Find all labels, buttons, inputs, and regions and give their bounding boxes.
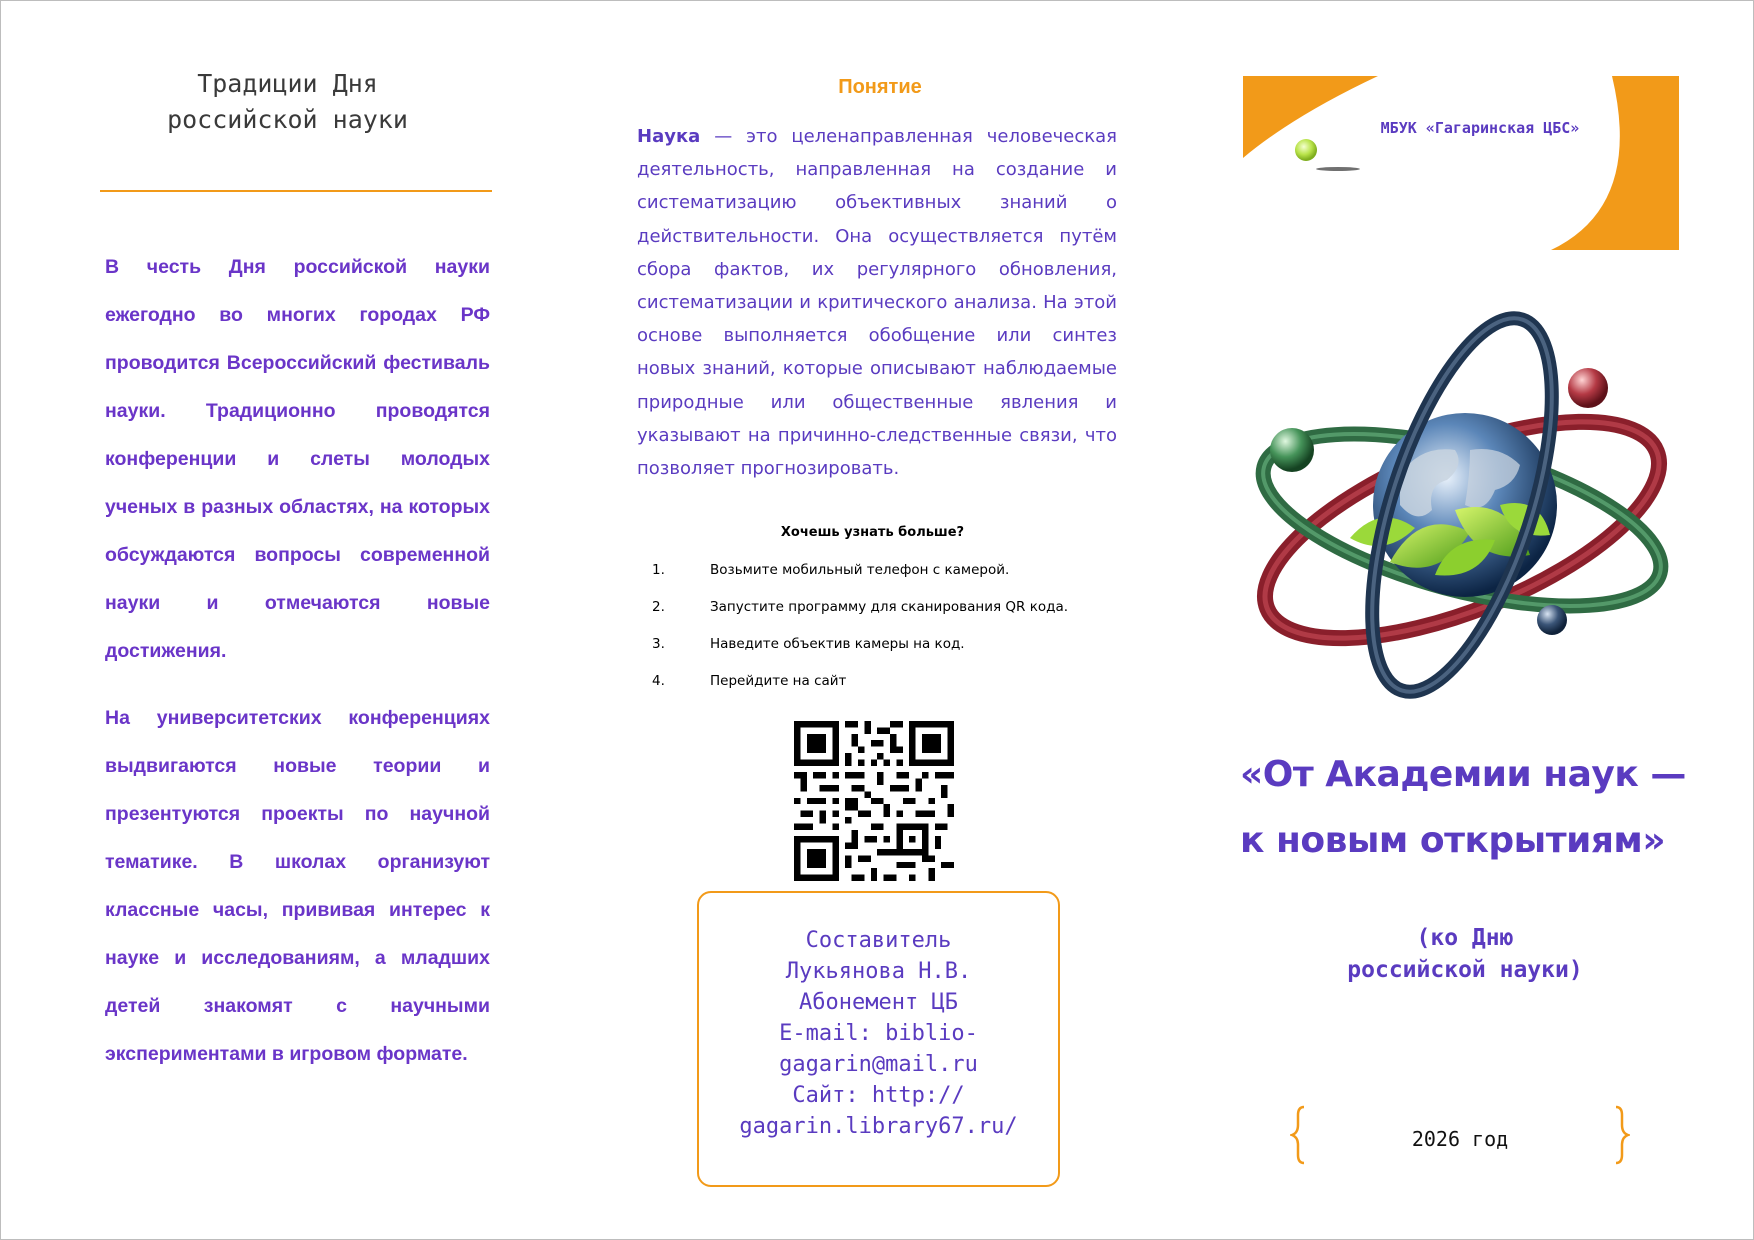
more-heading: Хочешь узнать больше? [780,525,965,540]
contact-compiler-label: Составитель [805,928,952,953]
step-text: Возьмите мобильный телефон с камерой. [710,562,1010,578]
left-title [100,66,475,138]
steps-list [650,562,1120,710]
step-item [650,599,1120,636]
year-label: 2026 год [1411,1127,1509,1151]
step-text: Наведите объектив камеры на код. [710,636,965,652]
orange-swoosh-icon [1243,76,1679,250]
contact-site-line2[interactable]: gagarin.library67.ru/ [739,1114,1018,1139]
main-title [1240,742,1700,874]
step-number: 3. [652,636,665,652]
concept-definition [637,120,1117,485]
left-paragraph-2: На университетских конференциях выдвигаются новые теории и презентуются проекты по научной тематике. В школах организуют классные часы, прививая интерес к науке и исследованиям, а младших детей знакомят с научными экспериментами в игровом формате. [105,707,490,1065]
contact-box [697,891,1060,1187]
step-item [650,562,1120,599]
step-number: 2. [652,599,665,615]
org-name: МБУК «Гагаринская ЦБС» [1380,119,1580,137]
atom-globe-icon [1200,300,1720,740]
subtitle [1290,922,1640,986]
qr-code-icon[interactable] [794,721,954,881]
main-title-line1: «От Академии наук — [1240,754,1686,795]
step-item [650,636,1120,673]
contact-email-line1[interactable]: E-mail: biblio- [779,1021,978,1046]
contact-compiler-name: Лукьянова Н.В. [785,959,972,984]
step-item [650,673,1120,710]
step-text: Перейдите на сайт [710,673,847,689]
contact-department: Абонемент ЦБ [799,990,958,1015]
divider [100,190,492,192]
main-title-line2: к новым открытиям» [1240,820,1666,861]
step-number: 1. [652,562,665,578]
contact-site-line1[interactable]: Сайт: http:// [792,1083,965,1108]
subtitle-line2: российской науки) [1347,957,1583,983]
concept-term: Наука [637,126,701,147]
concept-heading: Понятие [838,76,922,98]
contact-lines [699,925,1058,1142]
step-number: 4. [652,673,665,689]
left-title-line1: Традиции Дня [197,69,378,98]
step-text: Запустите программу для сканирования QR кода. [710,599,1069,615]
left-title-line2: российской науки [167,105,408,134]
left-paragraph-1: В честь Дня российской науки ежегодно во многих городах РФ проводится Всероссийский фестиваль науки. Традиционно проводятся конференции и слеты молодых ученых в разных областях, на которых обсуждаются вопросы современной науки и отмечаются новые достижения. [105,256,490,662]
subtitle-line1: (ко Дню [1416,925,1514,951]
contact-email-line2[interactable]: gagarin@mail.ru [779,1052,978,1077]
concept-definition-text: — это целенаправленная человеческая деятельность, направленная на создание и систематизацию объективных знаний о действительности. Она осуществляется путём сбора фактов, их регулярного обновления, систематизации и критического анализа. На этой основе выполняется обобщение или синтез новых знаний, которые описывают наблюдаемые природные или общественные явления и указывают на причинно-следственные связи, что позволяет прогнозировать. [637,126,1117,480]
